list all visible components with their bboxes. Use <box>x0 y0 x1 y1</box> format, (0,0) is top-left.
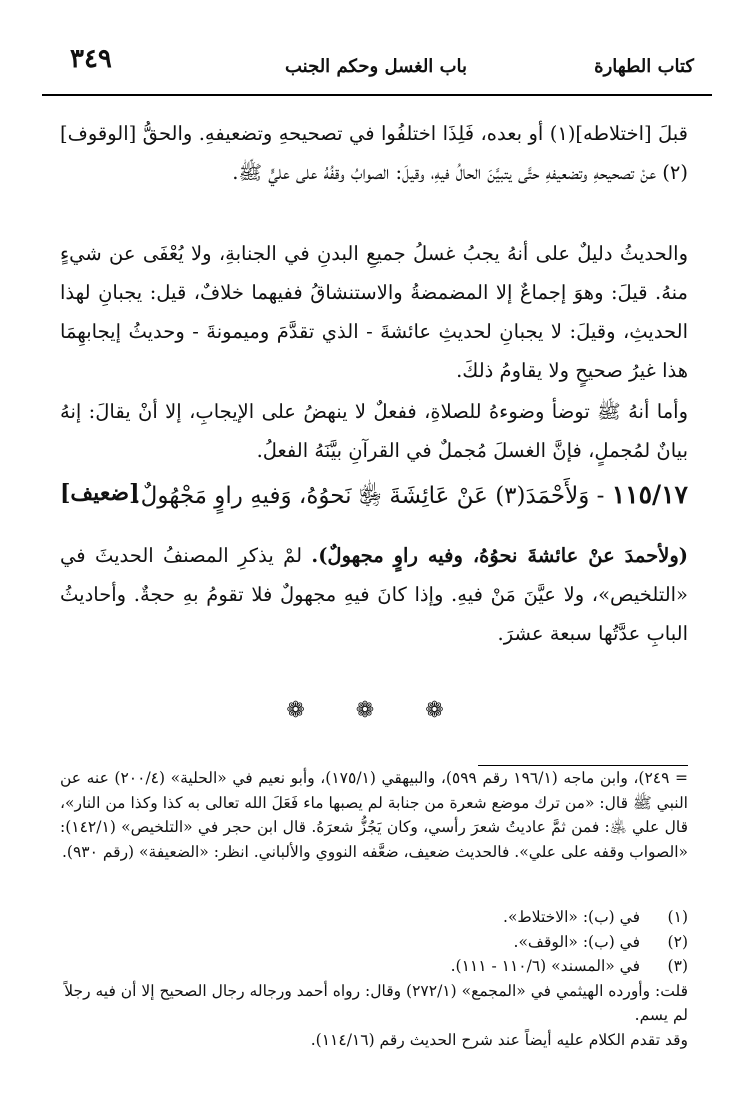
footnote-text: في «المسند» (١١٠/٦ - ١١١). <box>450 957 640 975</box>
footnote-item <box>60 954 688 979</box>
paragraph-2: والحديثُ دليلٌ على أنهُ يجبُ غسلُ جميعِ البدنِ في الجنابةِ، ولا يُعْفَى عن شيءٍ منهُ. قيلَ: وهوَ إجماعٌ إلا المضمضةُ والاستنشاقُ ففيهما خلافٌ، قيل: يجبانِ لهذا الحديثِ، وقيلَ: لا يجبانِ لحديثِ عائشةَ - الذي تقدَّمَ وميمونةَ - وحديثُ إيجابهِمَا هذا غيرُ صحيحٍ ولا يقاومُ ذلكَ. <box>60 242 688 382</box>
hadith-entry <box>60 478 688 524</box>
chapter-title: باب الغسل وحكم الجنب <box>284 56 468 77</box>
commentary-text: لمْ يذكرِ المصنفُ الحديثَ في «التلخيص»، ولا عيَّنَ مَنْ فيهِ. وإذا كانَ فيهِ مجهولٌ فلا تقومُ بهِ حجةٌ. وأحاديثُ البابِ عدَّتُها سبعة عشرَ. <box>60 544 688 645</box>
section-separator: ❁ ❁ ❁ <box>286 698 466 723</box>
hadith-grade: [ضعيف] <box>60 480 140 506</box>
commentary <box>60 536 688 653</box>
hadith-line <box>133 480 688 515</box>
footnote-note-1: قلت: وأورده الهيثمي في «المجمع» (٢٧٢/١) وقال: رواه أحمد ورجاله رجال الصحيح إلا أن فيه رجلاً لم يسم. <box>64 981 688 1024</box>
page-number: ٣٤٩ <box>70 44 112 74</box>
hadith-text: - وَلأَحْمَدَ(٣) عَنْ عَائِشَةَ ﵂ نَحوُهُ، وَفيهِ راوٍ مَجْهُولٌ. <box>133 483 605 509</box>
footnote-note-2: وقد تقدم الكلام عليه أيضاً عند شرح الحديث رقم (١١٤/١٦). <box>310 1030 688 1049</box>
footnote-number: (٣) <box>667 957 688 975</box>
footnote-text: في (ب): «الاختلاط». <box>503 908 640 926</box>
footnote-text: في (ب): «الوقف». <box>513 932 640 951</box>
footnote-item <box>60 905 688 930</box>
paragraph-1: قبلَ [اختلاطه](١) أو بعده، فَلِذَا اختلفُوا في تصحيحهِ وتضعيفهِ. والحقُّ [الوقوف](٢) عنْ تصحيحهِ وتضعيفهِ حتَّى يتبيَّنَ الحالُ فيهِ، وقيلَ: الصوابُ وقفُهُ على عليٍّ ﷺ. <box>60 122 689 184</box>
footnote-item <box>60 930 688 955</box>
footnote-continuation: = ٢٤٩)، وابن ماجه (١٩٦/١ رقم ٥٩٩)، والبيهقي (١٧٥/١)، وأبو نعيم في «الحلية» (٢٠٠/٤) عنه عن النبي ﷺ قال: «من ترك موضع شعرة من جنابة لم يصبها ماء فَعَلَ الله تعالى به كذا وكذا من النار»، قال علي ﵁: فمن ثمَّ عاديتُ شعرَ رأسي، وكان يَجُزُّ شعرَهُ. قال ابن حجر في «التلخيص» (١٤٢/١): «الصواب وقفه على علي». فالحديث ضعيف، ضعَّفه النووي والألباني. انظر: «الضعيفة» (رقم ٩٣٠). <box>60 769 689 861</box>
header-rule <box>42 94 712 96</box>
book-title: كتاب الطهارة <box>594 56 694 77</box>
running-head <box>40 30 712 94</box>
footnote-number: (١) <box>667 908 688 926</box>
paragraph-3: وأما أنهُ ﷺ توضأ وضوءهُ للصلاةِ، ففعلٌ لا ينهضُ على الإيجابِ، إلا أنْ يقالَ: إنهُ بيانٌ لمُجملٍ، فإنَّ الغسلَ مُجملٌ في القرآنِ بيَّنَهُ الفعلُ. <box>60 400 688 462</box>
hadith-number: ١١٥/١٧ <box>611 480 688 509</box>
footnote-list <box>60 905 688 1052</box>
footnote-number: (٢) <box>667 932 688 951</box>
commentary-quote: (ولأحمدَ عنْ عائشةَ نحوُهُ، وفيه راوٍ مجهولٌ). <box>311 544 689 567</box>
